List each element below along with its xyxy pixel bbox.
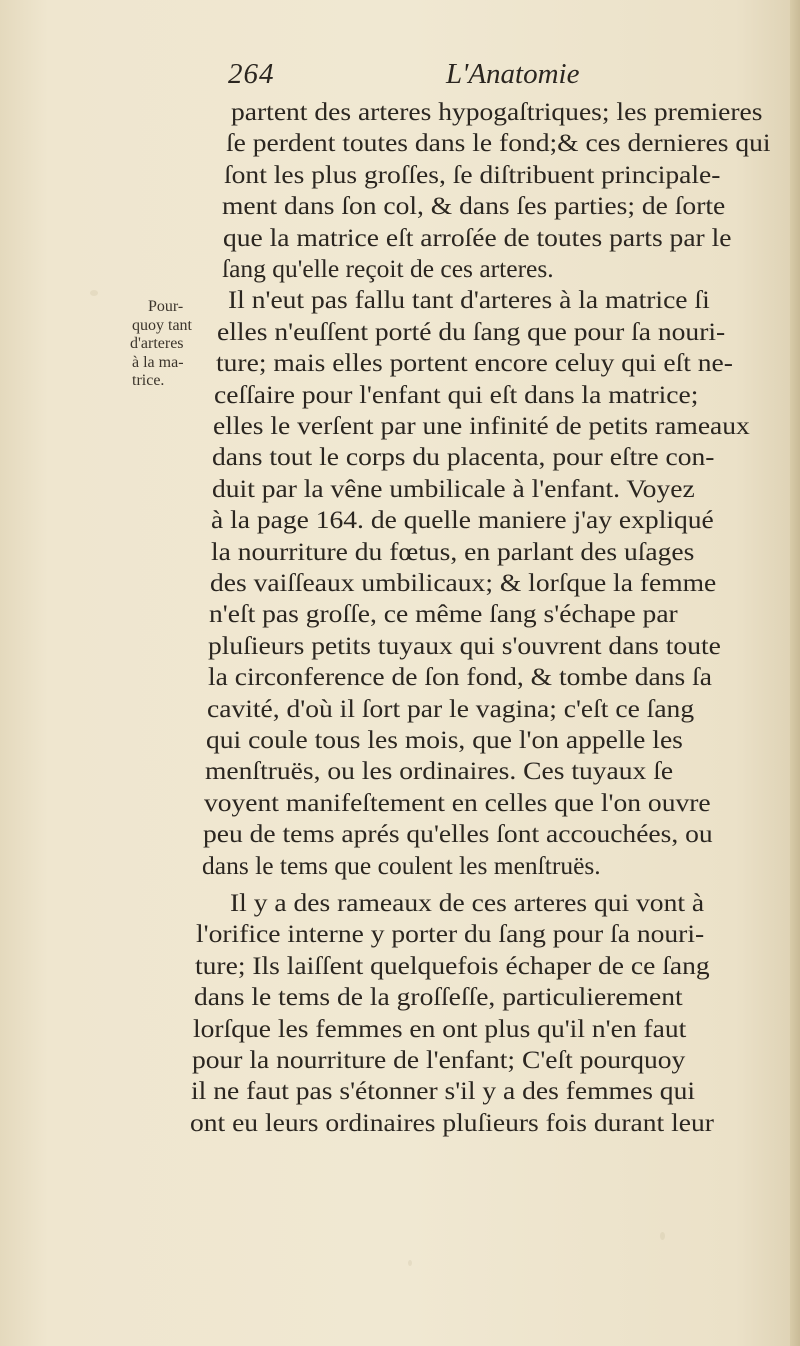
- text-line: la circonference de ſon fond, & tombe dans ſa: [208, 662, 712, 692]
- text-line: ont eu leurs ordinaires pluſieurs fois durant leur: [190, 1107, 714, 1137]
- text-line: partent des arteres hypogaſtriques; les premieres: [231, 97, 763, 126]
- paper-spot: [660, 1232, 665, 1240]
- margin-note-line: d'arteres: [130, 335, 184, 352]
- margin-note-line: trice.: [132, 372, 165, 389]
- page-number: 264: [228, 58, 275, 90]
- text-line: pour la nourriture de l'enfant; C'eſt pourquoy: [192, 1045, 686, 1074]
- text-line: duit par la vêne umbilicale à l'enfant. Voyez: [212, 473, 695, 503]
- text-line: Il y a des rameaux de ces arteres qui vont à: [230, 888, 705, 917]
- text-line: Il n'eut pas fallu tant d'arteres à la matrice ſi: [228, 285, 710, 315]
- text-line: pluſieurs petits tuyaux qui s'ouvrent dans toute: [208, 630, 721, 660]
- text-line: elles n'euſſent porté du ſang que pour ſa nouri-: [217, 316, 726, 346]
- text-line: voyent manifeſtement en celles que l'on ouvre: [204, 787, 711, 817]
- running-title: L'Anatomie: [446, 58, 580, 90]
- margin-note: [118, 298, 218, 391]
- text-line: dans le tems que coulent les menſtruës.: [202, 850, 601, 880]
- text-line: que la matrice eſt arroſée de toutes parts par le: [223, 222, 732, 252]
- text-line: à la page 164. de quelle maniere j'ay expliqué: [211, 505, 714, 535]
- text-line: il ne faut pas s'étonner s'il y a des femmes qui: [191, 1076, 696, 1106]
- text-line: ſang qu'elle reçoit de ces arteres.: [222, 254, 554, 283]
- text-line: dans tout le corps du placenta, pour eſtre con-: [212, 442, 715, 472]
- margin-note-line: à la ma-: [132, 353, 184, 371]
- paper-spot: [408, 1260, 412, 1266]
- text-line: menſtruës, ou les ordinaires. Ces tuyaux ſe: [205, 756, 674, 786]
- text-line: qui coule tous les mois, que l'on appelle les: [206, 725, 683, 754]
- text-line: ſont les plus groſſes, ſe diſtribuent principale-: [224, 159, 721, 189]
- text-line: cavité, d'où il ſort par le vagina; c'eſt ce ſang: [207, 693, 695, 723]
- text-line: ment dans ſon col, & dans ſes parties; de ſorte: [222, 191, 726, 221]
- margin-note-line: quoy tant: [132, 316, 192, 334]
- margin-note-line: Pour-: [148, 298, 184, 315]
- text-line: dans le tems de la groſſeſſe, particulierement: [194, 982, 683, 1012]
- text-line: la nourriture du fœtus, en parlant des uſages: [211, 536, 695, 566]
- text-line: elles le verſent par une infinité de petits rameaux: [213, 411, 750, 440]
- text-line: lorſque les femmes en ont plus qu'il n'en faut: [193, 1013, 687, 1043]
- paper-spot: [90, 290, 98, 296]
- text-line: peu de tems aprés qu'elles ſont accouchées, ou: [203, 819, 713, 849]
- page-edge: [790, 0, 800, 1346]
- text-line: ture; Ils laiſſent quelquefois échaper de ce ſang: [195, 950, 710, 980]
- text-line: des vaiſſeaux umbilicaux; & lorſque la femme: [210, 568, 717, 597]
- text-line: n'eſt pas groſſe, ce même ſang s'échape par: [209, 599, 678, 629]
- text-line: ture; mais elles portent encore celuy qui eſt ne-: [216, 348, 733, 378]
- text-line: ſe perdent toutes dans le fond;& ces dernieres qui: [226, 128, 771, 158]
- text-line: ceſſaire pour l'enfant qui eſt dans la matrice;: [214, 379, 699, 409]
- page-header: [228, 58, 618, 98]
- text-line: l'orifice interne y porter du ſang pour ſa nouri-: [196, 919, 705, 949]
